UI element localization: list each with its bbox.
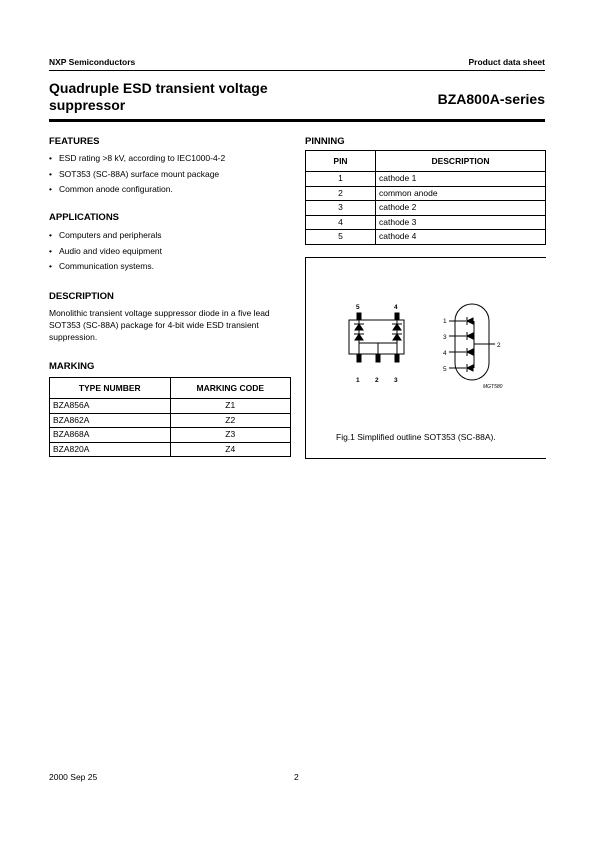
table-cell: cathode 4: [376, 230, 546, 245]
pin-label: 3: [443, 334, 447, 341]
diode-icon: [467, 365, 473, 371]
lead: [395, 313, 399, 320]
diode-icon: [467, 318, 473, 324]
column-header: DESCRIPTION: [376, 151, 546, 172]
table-row: [50, 428, 291, 443]
diode-icon: [393, 334, 401, 340]
pin-label: 5: [443, 366, 447, 373]
description-text: Monolithic transient voltage suppressor diode in a five lead SOT353 (SC-88A) package for 4-bit wide ESD transient suppression.: [49, 308, 270, 343]
series-name: BZA800A-series: [437, 91, 545, 107]
diode-icon: [355, 334, 363, 340]
table-cell: 1: [306, 172, 376, 187]
diode-icon: [467, 349, 473, 355]
document-title: [49, 80, 309, 114]
table-cell: cathode 2: [376, 201, 546, 216]
pin-label: 1: [356, 377, 360, 384]
pinning-heading: PINNING: [305, 136, 345, 147]
lead: [376, 354, 380, 362]
list-item: • ESD rating >8 kV, according to IEC1000-4-2: [49, 151, 299, 167]
lead: [357, 313, 361, 320]
figure-caption: Fig.1 Simplified outline SOT353 (SC-88A).: [336, 432, 496, 442]
pinning-table: [305, 150, 546, 245]
table-row: [50, 413, 291, 428]
table-cell: 5: [306, 230, 376, 245]
table-row: [50, 399, 291, 414]
pin-label: 4: [443, 350, 447, 357]
document-type: Product data sheet: [468, 57, 545, 67]
table-header-row: [50, 378, 291, 399]
pin-label: 5: [356, 304, 360, 311]
table-cell: BZA856A: [50, 399, 171, 414]
title-line-2: suppressor: [49, 97, 126, 113]
features-list: [49, 151, 299, 198]
lead: [357, 354, 361, 362]
table-row: [50, 442, 291, 457]
pin-label: 4: [394, 304, 398, 311]
table-row: [306, 172, 546, 187]
table-row: [306, 215, 546, 230]
table-cell: Z4: [170, 442, 291, 457]
table-cell: BZA862A: [50, 413, 171, 428]
table-cell: cathode 1: [376, 172, 546, 187]
lead: [395, 354, 399, 362]
footer-date: 2000 Sep 25: [49, 772, 98, 782]
table-cell: 3: [306, 201, 376, 216]
package-figure: [306, 258, 546, 458]
table-cell: Z2: [170, 413, 291, 428]
marking-heading: MARKING: [49, 361, 95, 372]
applications-heading: APPLICATIONS: [49, 212, 120, 223]
pin-label: 2: [497, 342, 501, 349]
column-header: TYPE NUMBER: [50, 378, 171, 399]
list-item: • Common anode configuration.: [49, 182, 299, 198]
title-line-1: Quadruple ESD transient voltage: [49, 80, 268, 96]
diode-icon: [355, 324, 363, 330]
applications-list: [49, 228, 299, 275]
table-cell: Z3: [170, 428, 291, 443]
pin-label: 3: [394, 377, 398, 384]
table-row: [306, 230, 546, 245]
description-heading: DESCRIPTION: [49, 291, 114, 302]
column-header: PIN: [306, 151, 376, 172]
list-item: • Communication systems.: [49, 259, 299, 275]
diode-icon: [393, 324, 401, 330]
pin-label: 1: [443, 318, 447, 325]
pin-label: 2: [375, 377, 379, 384]
title-rule: [49, 119, 545, 122]
schematic-symbol-drawing: [449, 304, 495, 380]
diode-icon: [467, 333, 473, 339]
list-item: • SOT353 (SC-88A) surface mount package: [49, 167, 299, 183]
marking-table: [49, 377, 291, 457]
column-header: MARKING CODE: [170, 378, 291, 399]
table-cell: common anode: [376, 186, 546, 201]
figure-code: MGT580: [483, 384, 503, 390]
table-cell: BZA868A: [50, 428, 171, 443]
table-header-row: [306, 151, 546, 172]
list-item: • Computers and peripherals: [49, 228, 299, 244]
features-heading: FEATURES: [49, 136, 100, 147]
company-name: NXP Semiconductors: [49, 57, 136, 67]
table-cell: cathode 3: [376, 215, 546, 230]
figure-frame: [305, 257, 546, 459]
package-outline-drawing: [349, 313, 404, 362]
table-cell: 2: [306, 186, 376, 201]
list-item: • Audio and video equipment: [49, 244, 299, 260]
table-cell: BZA820A: [50, 442, 171, 457]
header-rule: [49, 70, 545, 71]
table-row: [306, 186, 546, 201]
table-cell: 4: [306, 215, 376, 230]
table-row: [306, 201, 546, 216]
page-number: 2: [294, 772, 299, 782]
table-cell: Z1: [170, 399, 291, 414]
